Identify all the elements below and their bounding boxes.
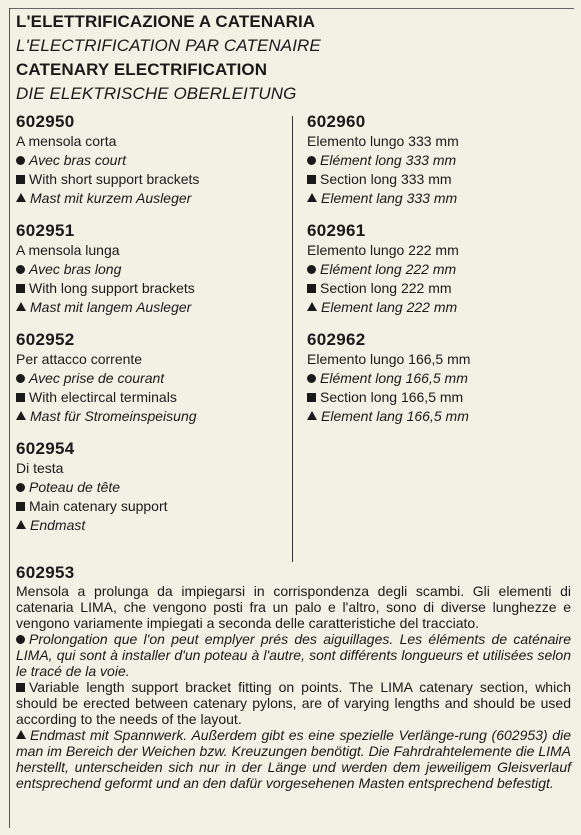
product-602960	[307, 112, 577, 208]
left-column	[16, 112, 286, 548]
square-bullet-icon	[16, 683, 25, 692]
product-602951	[16, 221, 286, 317]
product-desc-de: Mast für Stromeinspeisung	[16, 407, 286, 426]
product-desc-fr: Avec bras court	[16, 151, 286, 170]
product-code: 602960	[307, 112, 366, 131]
product-602952	[16, 330, 286, 426]
triangle-bullet-icon	[307, 193, 317, 202]
square-bullet-icon	[16, 502, 25, 511]
circle-bullet-icon	[307, 156, 316, 165]
right-column	[307, 112, 577, 439]
product-desc-it: Elemento lungo 166,5 mm	[307, 351, 471, 367]
square-bullet-icon	[16, 393, 25, 402]
circle-bullet-icon	[16, 635, 25, 644]
square-bullet-icon	[307, 393, 316, 402]
triangle-bullet-icon	[16, 411, 26, 420]
page-header	[16, 10, 576, 106]
product-602950	[16, 112, 286, 208]
product-desc-it: A mensola lunga	[16, 242, 120, 258]
product-code: 602950	[16, 112, 75, 131]
product-desc-en: Main catenary support	[16, 497, 286, 516]
title-german: DIE ELEKTRISCHE OBERLEITUNG	[16, 84, 297, 103]
product-desc-fr: Avec bras long	[16, 260, 286, 279]
triangle-bullet-icon	[16, 302, 26, 311]
circle-bullet-icon	[307, 265, 316, 274]
triangle-bullet-icon	[307, 302, 317, 311]
product-desc-en: With long support brackets	[16, 279, 286, 298]
circle-bullet-icon	[16, 265, 25, 274]
product-desc-it: Per attacco corrente	[16, 351, 143, 367]
footer-desc-fr: Prolongation que l'on peut emplyer prés des aiguillages. Les éléments de caténaire LIMA, qui sont à installer d'un poteau à l'autre, sont différents longueurs et utilisées selon le tracé de la voie.	[16, 631, 571, 679]
product-desc-de: Element lang 222 mm	[307, 298, 577, 317]
column-divider	[292, 116, 293, 562]
left-rule	[9, 8, 10, 828]
product-code: 602953	[16, 563, 75, 582]
triangle-bullet-icon	[16, 730, 26, 739]
square-bullet-icon	[307, 175, 316, 184]
circle-bullet-icon	[16, 374, 25, 383]
title-english: CATENARY ELECTRIFICATION	[16, 60, 268, 79]
triangle-bullet-icon	[16, 520, 26, 529]
product-desc-fr: Elément long 333 mm	[307, 151, 577, 170]
product-desc-it: Elemento lungo 222 mm	[307, 242, 459, 258]
product-desc-it: A mensola corta	[16, 133, 117, 149]
product-desc-en: Section long 222 mm	[307, 279, 577, 298]
product-desc-fr: Poteau de tête	[16, 478, 286, 497]
product-desc-en: Section long 166,5 mm	[307, 388, 577, 407]
product-code: 602954	[16, 439, 75, 458]
product-desc-en: With short support brackets	[16, 170, 286, 189]
triangle-bullet-icon	[307, 411, 317, 420]
product-desc-fr: Elément long 222 mm	[307, 260, 577, 279]
square-bullet-icon	[16, 284, 25, 293]
product-desc-en: With electircal terminals	[16, 388, 286, 407]
product-602961	[307, 221, 577, 317]
square-bullet-icon	[307, 284, 316, 293]
product-desc-en: Section long 333 mm	[307, 170, 577, 189]
product-desc-de: Mast mit langem Ausleger	[16, 298, 286, 317]
product-desc-it: Di testa	[16, 460, 64, 476]
circle-bullet-icon	[16, 483, 25, 492]
product-code: 602962	[307, 330, 366, 349]
product-code: 602961	[307, 221, 366, 240]
title-italian: L'ELETTRIFICAZIONE A CATENARIA	[16, 12, 316, 31]
product-602953	[16, 563, 571, 791]
product-desc-de: Element lang 333 mm	[307, 189, 577, 208]
circle-bullet-icon	[307, 374, 316, 383]
top-rule	[9, 8, 574, 9]
square-bullet-icon	[16, 175, 25, 184]
product-code: 602952	[16, 330, 75, 349]
circle-bullet-icon	[16, 156, 25, 165]
product-desc-de: Endmast	[16, 516, 286, 535]
footer-desc-en: Variable length support bracket fitting on points. The LIMA catenary section, which should be erected between catenary pylons, are of varying lengths and should be used according to the needs of the layout.	[16, 679, 571, 727]
product-code: 602951	[16, 221, 75, 240]
product-desc-de: Mast mit kurzem Ausleger	[16, 189, 286, 208]
product-602954	[16, 439, 286, 535]
product-desc-fr: Elément long 166,5 mm	[307, 369, 577, 388]
product-desc-it: Elemento lungo 333 mm	[307, 133, 459, 149]
triangle-bullet-icon	[16, 193, 26, 202]
footer-desc-it: Mensola a prolunga da impiegarsi in corrispondenza degli scambi. Gli elementi di catenaria LIMA, che vengono posti fra un palo e l'altro, sono di diverse lunghezze e vengono variamente impiegati a seconda delle caratteristiche del tracciato.	[16, 583, 571, 631]
footer-desc-de: Endmast mit Spannwerk. Außerdem gibt es eine spezielle Verlänge-rung (602953) die man im Bereich der Weichen bzw. Kreuzungen benötigt. Die Fahrdrahtelemente die LIMA herstellt, unterscheiden sich nur in der Länge und werden dem jeweiligem Gleisverlauf entsprechend geformt und an den dafür vorgesehenen Masten entsprechend befestigt.	[16, 727, 571, 791]
product-602962	[307, 330, 577, 426]
product-desc-fr: Avec prise de courant	[16, 369, 286, 388]
title-french: L'ELECTRIFICATION PAR CATENAIRE	[16, 36, 321, 55]
product-desc-de: Element lang 166,5 mm	[307, 407, 577, 426]
